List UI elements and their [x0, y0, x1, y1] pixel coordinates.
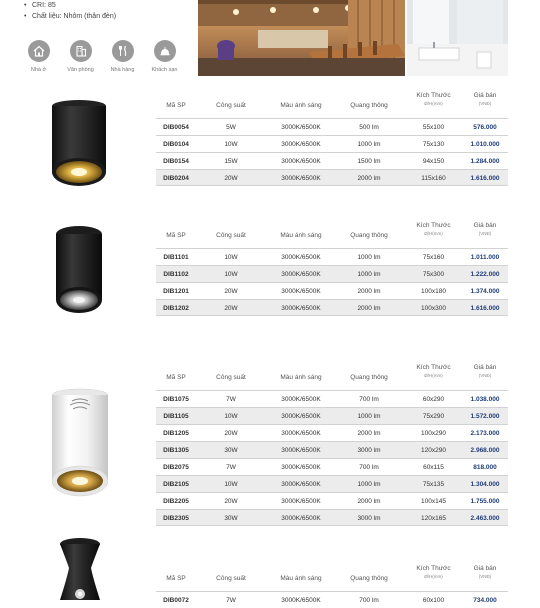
cell-size: 100x180	[421, 288, 446, 295]
header-lumen: Quang thông	[350, 374, 388, 381]
cell-size: 75x130	[422, 141, 445, 148]
cell-price: 2.173.000	[470, 430, 500, 437]
cell-color: 3000K/6500K	[281, 515, 321, 522]
cell-power: 20W	[224, 305, 238, 312]
cell-power: 30W	[224, 447, 238, 454]
header-code: Mã SP	[166, 374, 186, 381]
cell-code: DIB1101	[163, 254, 189, 261]
product-table-1	[156, 92, 508, 186]
cell-code: DIB2305	[163, 515, 189, 522]
header-size-unit: Ø/H(mm)	[424, 574, 443, 579]
cell-power: 20W	[224, 288, 238, 295]
table-header	[156, 92, 508, 118]
fixture-image-black-gold	[50, 98, 108, 190]
cell-color: 3000K/6500K	[281, 124, 321, 131]
application-icons	[22, 40, 181, 73]
cell-lumen: 2000 lm	[357, 498, 381, 505]
table-row	[156, 299, 508, 316]
header-code: Mã SP	[166, 575, 186, 582]
spec-cri: • CRI: 85	[24, 0, 116, 11]
cell-power: 10W	[224, 141, 238, 148]
header-color: Màu ánh sáng	[280, 102, 322, 109]
table-row	[156, 390, 508, 407]
fixture-image-white-gold	[50, 387, 110, 503]
cell-lumen: 1500 lm	[357, 158, 381, 165]
application-label: Văn phòng	[67, 67, 94, 73]
header-price-unit: (VNĐ)	[478, 231, 492, 236]
cell-code: DIB0154	[163, 158, 189, 165]
cell-code: DIB2205	[163, 498, 189, 505]
cell-color: 3000K/6500K	[281, 254, 321, 261]
header-size-label: Kích Thước	[416, 92, 451, 99]
cell-color: 3000K/6500K	[281, 481, 321, 488]
cell-power: 30W	[224, 515, 238, 522]
header-price-label: Giá bán	[473, 92, 497, 99]
cell-color: 3000K/6500K	[281, 288, 321, 295]
cell-color: 3000K/6500K	[281, 141, 321, 148]
cell-size: 100x290	[421, 430, 446, 437]
header-price-unit: (VNĐ)	[478, 574, 492, 579]
cell-size: 100x300	[421, 305, 446, 312]
cell-price: 1.572.000	[470, 413, 500, 420]
application-home	[22, 40, 55, 73]
cell-size: 120x290	[421, 447, 446, 454]
cell-color: 3000K/6500K	[281, 396, 321, 403]
cell-code: DIB1075	[163, 396, 189, 403]
cell-lumen: 1000 lm	[357, 141, 381, 148]
cell-lumen: 2000 lm	[357, 175, 381, 182]
cell-lumen: 3000 lm	[357, 515, 381, 522]
cell-price: 818.000	[473, 464, 497, 471]
cell-price: 1.038.000	[470, 396, 500, 403]
fixture-image-black-silver	[54, 224, 104, 316]
table-row	[156, 152, 508, 169]
cell-power: 10W	[224, 254, 238, 261]
spec-material: • Chất liệu: Nhôm (thân đèn)	[24, 11, 116, 22]
cell-code: DIB1201	[163, 288, 189, 295]
header-price	[456, 364, 514, 380]
cell-code: DIB0072	[163, 597, 189, 604]
cell-size: 94x150	[422, 158, 445, 165]
header-size-unit: Ø/H(mm)	[424, 101, 443, 106]
cell-size: 60x115	[423, 464, 444, 471]
cell-color: 3000K/6500K	[281, 498, 321, 505]
header-lumen: Quang thông	[350, 575, 388, 582]
cell-price: 2.463.000	[470, 515, 500, 522]
cell-color: 3000K/6500K	[281, 413, 321, 420]
table-row	[156, 441, 508, 458]
table-row	[156, 407, 508, 424]
header-price	[456, 222, 514, 238]
header-color: Màu ánh sáng	[280, 374, 322, 381]
table-row	[156, 169, 508, 186]
cell-size: 75x135	[422, 481, 445, 488]
cell-power: 10W	[224, 271, 238, 278]
fork-knife-icon	[112, 40, 134, 62]
cell-price: 1.284.000	[470, 158, 500, 165]
cell-color: 3000K/6500K	[281, 430, 321, 437]
header-size-unit: Ø/H(mm)	[424, 373, 443, 378]
house-icon	[28, 40, 50, 62]
spec-list	[24, 0, 116, 22]
cell-code: DIB2075	[163, 464, 189, 471]
cell-price: 1.011.000	[470, 254, 500, 261]
restaurant-interior-photo	[198, 0, 405, 76]
cell-size: 55x100	[422, 124, 445, 131]
cell-price: 1.304.000	[470, 481, 500, 488]
application-office	[64, 40, 97, 73]
cell-power: 20W	[224, 498, 238, 505]
cell-power: 20W	[224, 430, 238, 437]
cell-size: 75x290	[422, 413, 445, 420]
table-row	[156, 282, 508, 299]
cell-size: 115x160	[421, 175, 446, 182]
product-table-2	[156, 222, 508, 316]
table-row	[156, 492, 508, 509]
table-row	[156, 475, 508, 492]
table-row	[156, 458, 508, 475]
header-power: Công suất	[216, 374, 246, 381]
header-power: Công suất	[216, 575, 246, 582]
header-size-label: Kích Thước	[416, 222, 451, 229]
bathroom-interior-photo	[407, 0, 508, 76]
cell-power: 15W	[224, 158, 238, 165]
header-size-unit: Ø/H(mm)	[424, 231, 443, 236]
cell-power: 7W	[226, 597, 236, 604]
cell-power: 5W	[226, 124, 236, 131]
header-color: Màu ánh sáng	[280, 232, 322, 239]
cell-power: 10W	[224, 413, 238, 420]
table-header	[156, 565, 508, 591]
cell-lumen: 2000 lm	[357, 305, 381, 312]
table-row	[156, 424, 508, 441]
header-price-label: Giá bán	[473, 364, 497, 371]
table-row	[156, 135, 508, 152]
cell-code: DIB0104	[163, 141, 189, 148]
cell-lumen: 700 lm	[359, 464, 379, 471]
header-price-unit: (VNĐ)	[478, 373, 492, 378]
cell-color: 3000K/6500K	[281, 158, 321, 165]
product-table-4	[156, 565, 508, 608]
header-price-label: Giá bán	[473, 222, 497, 229]
table-row	[156, 248, 508, 265]
cell-code: DIB1305	[163, 447, 189, 454]
cell-color: 3000K/6500K	[281, 305, 321, 312]
cell-size: 60x290	[422, 396, 445, 403]
hotel-icon	[154, 40, 176, 62]
cell-price: 1.755.000	[470, 498, 500, 505]
application-label: Khách sạn	[151, 67, 178, 73]
application-hotel	[148, 40, 181, 73]
cell-lumen: 1000 lm	[357, 271, 381, 278]
cell-code: DIB1102	[163, 271, 189, 278]
table-row	[156, 118, 508, 135]
cell-color: 3000K/6500K	[281, 597, 321, 604]
cell-lumen: 700 lm	[359, 396, 379, 403]
cell-code: DIB1202	[163, 305, 189, 312]
table-row	[156, 265, 508, 282]
cell-price: 1.374.000	[470, 288, 500, 295]
header-color: Màu ánh sáng	[280, 575, 322, 582]
application-label: Nhà ở	[30, 67, 47, 73]
header-power: Công suất	[216, 232, 246, 239]
table-header	[156, 364, 508, 390]
header-lumen: Quang thông	[350, 232, 388, 239]
cell-price: 1.616.000	[470, 175, 500, 182]
cell-code: DIB1105	[163, 413, 189, 420]
office-building-icon	[70, 40, 92, 62]
cell-code: DIB0204	[163, 175, 189, 182]
cell-lumen: 700 lm	[359, 597, 379, 604]
application-label: Nhà hàng	[110, 67, 135, 73]
cell-size: 100x145	[421, 498, 446, 505]
cell-color: 3000K/6500K	[281, 447, 321, 454]
cell-lumen: 2000 lm	[357, 288, 381, 295]
product-table-3	[156, 364, 508, 526]
cell-code: DIB0054	[163, 124, 189, 131]
cell-size: 75x300	[422, 271, 445, 278]
cell-lumen: 500 lm	[359, 124, 379, 131]
header-lumen: Quang thông	[350, 102, 388, 109]
cell-size: 120x165	[421, 515, 446, 522]
header-size-label: Kích Thước	[416, 565, 451, 572]
table-row	[156, 509, 508, 526]
cell-lumen: 2000 lm	[357, 430, 381, 437]
cell-price: 734.000	[473, 597, 497, 604]
cell-lumen: 1000 lm	[357, 413, 381, 420]
cell-code: DIB2105	[163, 481, 189, 488]
header-price-label: Giá bán	[473, 565, 497, 572]
table-row	[156, 591, 508, 608]
header-price-unit: (VNĐ)	[478, 101, 492, 106]
cell-power: 7W	[226, 396, 236, 403]
cell-power: 20W	[224, 175, 238, 182]
header-code: Mã SP	[166, 102, 186, 109]
header-size-label: Kích Thước	[416, 364, 451, 371]
cell-size: 60x100	[422, 597, 445, 604]
cell-power: 7W	[226, 464, 236, 471]
cell-color: 3000K/6500K	[281, 464, 321, 471]
header-price	[456, 565, 514, 581]
cell-price: 1.616.000	[470, 305, 500, 312]
cell-lumen: 1000 lm	[357, 254, 381, 261]
header-price	[456, 92, 514, 108]
cell-code: DIB1205	[163, 430, 189, 437]
cell-color: 3000K/6500K	[281, 271, 321, 278]
header-power: Công suất	[216, 102, 246, 109]
fixture-image-black-hourglass	[57, 538, 103, 600]
cell-power: 10W	[224, 481, 238, 488]
cell-size: 75x160	[422, 254, 445, 261]
table-header	[156, 222, 508, 248]
cell-color: 3000K/6500K	[281, 175, 321, 182]
cell-price: 1.222.000	[470, 271, 500, 278]
cell-lumen: 1000 lm	[357, 481, 381, 488]
cell-price: 1.010.000	[470, 141, 500, 148]
header-code: Mã SP	[166, 232, 186, 239]
cell-price: 2.968.000	[470, 447, 500, 454]
cell-lumen: 3000 lm	[357, 447, 381, 454]
cell-price: 576.000	[473, 124, 497, 131]
application-restaurant	[106, 40, 139, 73]
